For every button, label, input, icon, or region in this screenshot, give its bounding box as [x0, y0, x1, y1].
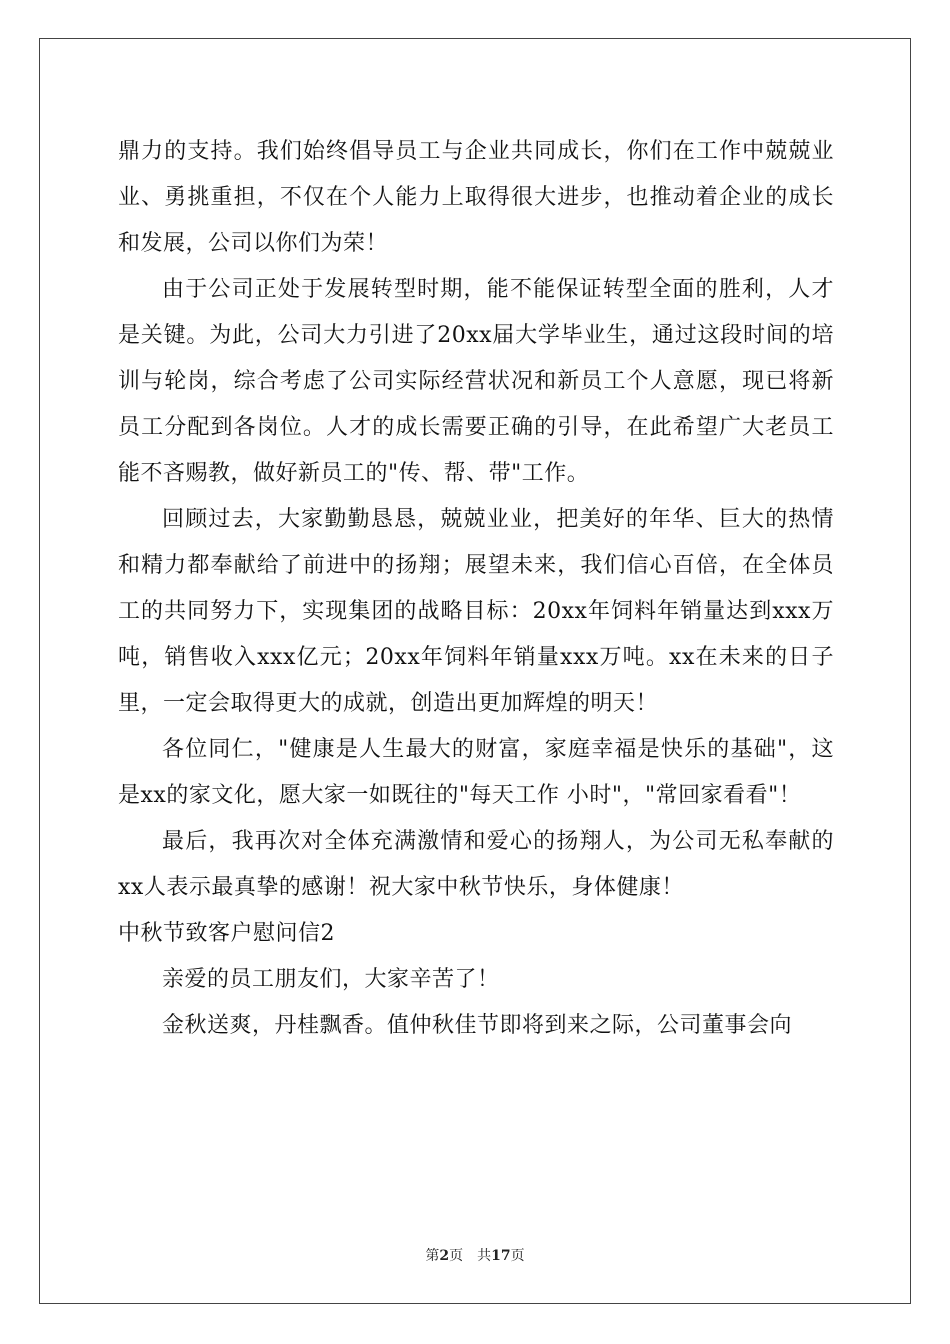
paragraph-continuation: 鼎力的支持。我们始终倡导员工与企业共同成长，你们在工作中兢兢业业、勇挑重担，不仅在个人能力上取得很大进步，也推动着企业的成长和发展，公司以你们为荣！: [118, 139, 834, 256]
paragraph-talent: 由于公司正处于发展转型时期，能不能保证转型全面的胜利，人才是关键。为此，公司大力引进了20xx届大学毕业生，通过这段时间的培训与轮岗，综合考虑了公司实际经营状况和新员工个人意愿，现已将新员工分配到各岗位。人才的成长需要正确的引导，在此希望广大老员工能不吝赐教，做好新员工的"传、帮、带"工作。: [118, 277, 834, 486]
paragraph-thanks: 最后，我再次对全体充满激情和爱心的扬翔人，为公司无私奉献的xx人表示最真挚的感谢！祝大家中秋节快乐，身体健康！: [118, 829, 834, 900]
page-prefix: 第: [425, 1248, 440, 1264]
page-suffix: 页: [449, 1248, 464, 1264]
page-footer: [0, 1246, 950, 1266]
paragraph-autumn: 金秋送爽，丹桂飘香。值仲秋佳节即将到来之际，公司董事会向: [162, 1013, 793, 1038]
paragraph-review: 回顾过去，大家勤勤恳恳，兢兢业业，把美好的年华、巨大的热情和精力都奉献给了前进中的扬翔；展望未来，我们信心百倍，在全体员工的共同努力下，实现集团的战略目标：20xx年饲料年销量达到xxx万吨，销售收入xxx亿元；20xx年饲料年销量xxx万吨。xx在未来的日子里，一定会取得更大的成就，创造出更加辉煌的明天！: [118, 507, 834, 716]
paragraph-health: 各位同仁，"健康是人生最大的财富，家庭幸福是快乐的基础"，这是xx的家文化，愿大家一如既往的"每天工作 小时"，"常回家看看"！: [118, 737, 834, 808]
page-number: 2: [439, 1248, 450, 1264]
document-body: [118, 129, 834, 1049]
section-heading: 中秋节致客户慰问信2: [118, 921, 335, 946]
total-pages: 17: [491, 1248, 511, 1264]
total-prefix: 共: [477, 1248, 492, 1264]
total-suffix: 页: [510, 1248, 525, 1264]
paragraph-greeting: 亲爱的员工朋友们，大家辛苦了！: [162, 967, 500, 992]
